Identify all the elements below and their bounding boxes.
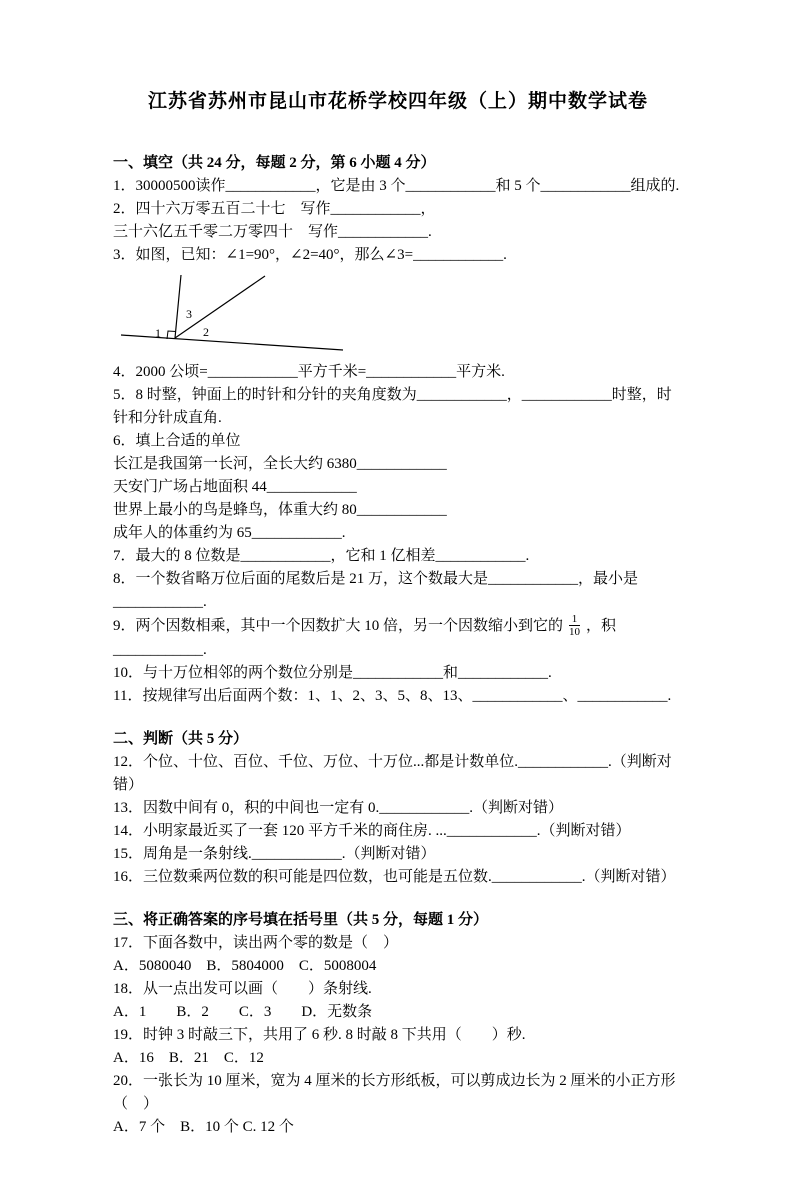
section-true-false bbox=[113, 728, 683, 889]
page-title: 江苏省苏州市昆山市花桥学校四年级（上）期中数学试卷 bbox=[147, 91, 648, 112]
question-18-options: A．1 B．2 C．3 D．无数条 bbox=[113, 1004, 373, 1020]
question-1: 1．30000500读作____________，它是由 3 个____________和 5 个____________组成的. bbox=[113, 178, 680, 194]
question-14: 14．小明家最近买了一套 120 平方千米的商住房. ...____________.（判断对错） bbox=[113, 823, 631, 839]
question-16: 16．三位数乘两位数的积可能是四位数，也可能是五位数.____________.（判断对错） bbox=[113, 869, 676, 885]
question-9-text-after: ，积____________. bbox=[113, 617, 617, 658]
angle-1-label: 1 bbox=[155, 326, 161, 340]
question-7: 7．最大的 8 位数是____________，它和 1 亿相差____________. bbox=[113, 548, 530, 564]
fraction-numerator: 1 bbox=[569, 613, 581, 626]
angle-3-label: 3 bbox=[186, 307, 192, 321]
angle-diagram bbox=[115, 271, 355, 359]
question-3-figure bbox=[115, 271, 683, 359]
section-3-header: 三、将正确答案的序号填在括号里（共 5 分，每题 1 分） bbox=[113, 912, 489, 928]
question-10: 10．与十万位相邻的两个数位分别是____________和____________. bbox=[113, 665, 552, 681]
question-6-item-2: 天安门广场占地面积 44____________ bbox=[113, 479, 357, 495]
question-6: 6．填上合适的单位 bbox=[113, 433, 241, 449]
question-17: 17．下面各数中，读出两个零的数是（ ） bbox=[113, 935, 399, 951]
question-15: 15．周角是一条射线.____________.（判断对错） bbox=[113, 846, 436, 862]
question-20-options: A．7 个 B．10 个 C. 12 个 bbox=[113, 1119, 294, 1135]
section-fill-in-blanks bbox=[113, 152, 683, 708]
question-12: 12．个位、十位、百位、千位、万位、十万位...都是计数单位.____________.（判断对错） bbox=[113, 754, 672, 793]
question-18: 18．从一点出发可以画（ ）条射线. bbox=[113, 981, 372, 997]
question-2-line-2: 三十六亿五千零二万零四十 写作____________. bbox=[113, 224, 432, 240]
question-9-text-before: 9．两个因数相乘，其中一个因数扩大 10 倍，另一个因数缩小到它的 bbox=[113, 617, 564, 634]
section-2-header: 二、判断（共 5 分） bbox=[113, 731, 249, 747]
vertical-ray bbox=[175, 275, 181, 338]
section-multiple-choice bbox=[113, 909, 683, 1139]
section-1-header: 一、填空（共 24 分，每题 2 分，第 6 小题 4 分） bbox=[113, 155, 436, 171]
question-2-line-1: 2．四十六万零五百二十七 写作____________， bbox=[113, 201, 436, 217]
question-5: 5．8 时整，钟面上的时针和分针的夹角度数为____________，____________时整，时针和分针成直角. bbox=[113, 387, 672, 426]
question-19: 19．时钟 3 时敲三下，共用了 6 秒. 8 时敲 8 下共用（ ）秒. bbox=[113, 1027, 526, 1043]
question-17-options: A．5080040 B．5804000 C．5008004 bbox=[113, 958, 377, 974]
question-9 bbox=[113, 614, 683, 662]
question-6-item-1: 长江是我国第一长河，全长大约 6380____________ bbox=[113, 456, 447, 472]
question-8: 8．一个数省略万位后面的尾数后是 21 万，这个数最大是____________，最小是____________. bbox=[113, 571, 639, 610]
question-19-options: A．16 B．21 C．12 bbox=[113, 1050, 264, 1066]
fraction-denominator: 10 bbox=[569, 626, 581, 638]
question-20: 20．一张长为 10 厘米，宽为 4 厘米的长方形纸板，可以剪成边长为 2 厘米的小正方形（ ） bbox=[113, 1073, 676, 1112]
question-3: 3．如图，已知：∠1=90°，∠2=40°，那么∠3=____________. bbox=[113, 247, 507, 263]
question-6-item-3: 世界上最小的鸟是蜂鸟，体重大约 80____________ bbox=[113, 502, 447, 518]
angle-2-label: 2 bbox=[203, 325, 209, 339]
question-6-item-4: 成年人的体重约为 65____________. bbox=[113, 525, 346, 541]
fraction-one-tenth bbox=[566, 613, 583, 638]
question-13: 13．因数中间有 0，积的中间也一定有 0.____________.（判断对错） bbox=[113, 800, 564, 816]
question-4: 4．2000 公顷=____________平方千米=____________平方米. bbox=[113, 364, 505, 380]
question-11: 11．按规律写出后面两个数：1、1、2、3、5、8、13、____________、____________. bbox=[113, 688, 672, 704]
